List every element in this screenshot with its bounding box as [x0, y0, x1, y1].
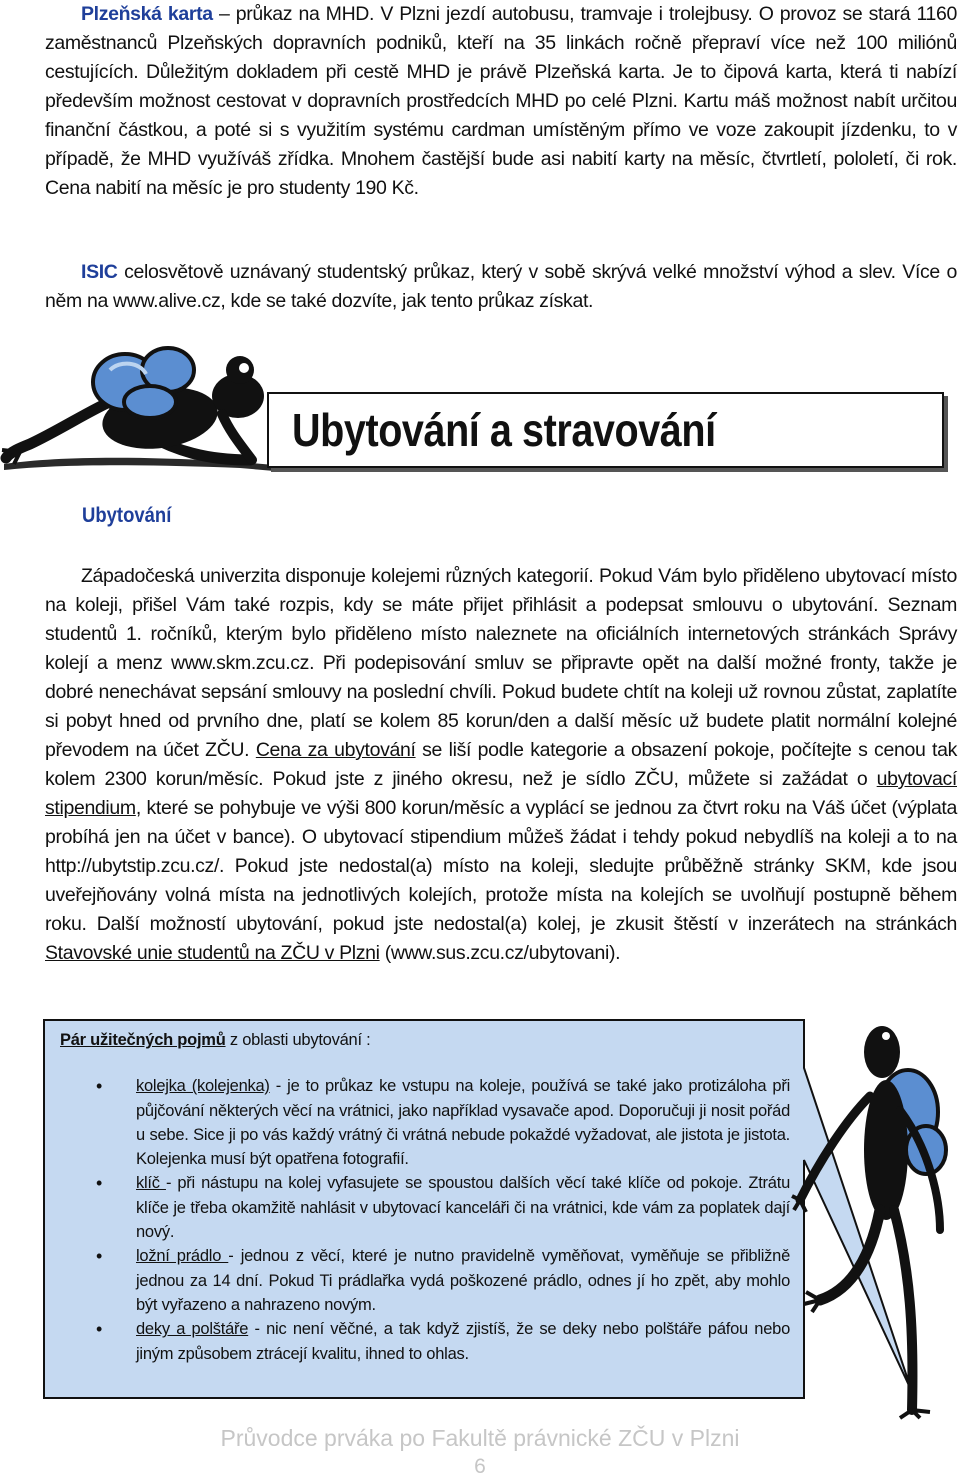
- term-isic: ISIC: [81, 261, 118, 283]
- list-item: [136, 1074, 790, 1171]
- paragraph-text: , které se pohybuje ve výši 800 korun/měsíc a vyplácí se jednou za čtvrt roku na Váš účet (výplata probíhá jen na účet v bance). O ubytovací stipendium můžeš žádat i tehdy pokud nebydlíš na koleji a to na http://ubytstip.zcu.cz/. Pokud jste nedostal(a) místo na koleji, sledujte průběžně stránky SKM, kde jsou uveřejňovány volná místa na jednotlivých kolejích, protože místa na kolejích se uvolňují postupně během roku. Další možností ubytování, pokud jste nedostal(a) kolej, je zkusit štěstí v inzerátech na stránkách: [45, 797, 957, 935]
- frog-illustration: [0, 340, 290, 490]
- paragraph-text: Západočeská univerzita disponuje kolejemi různých kategorií. Pokud Vám bylo přiděleno ubytovací místo na koleji, přišel Vám také rozpis, kdy se máte přijet přihlásit a podepsat smlouvu o ubytování. Seznam studentů 1. ročníků, kterým bylo přiděleno místo naleznete na oficiálních internetových stránkách Správy kolejí a menz www.skm.zcu.cz. Při podepisování smluv se připravte opět na další možné fronty, takže je dobré nenechávat sepsání smlouvy na poslední chvíli. Pokud budete chtít na koleji už rovnou zůstat, zaplatíte si pobyt hned od prvního dne, platí se kolem 85 korun/den a další měsíc už budete platit normální kolejné převodem na účet ZČU.: [45, 565, 957, 761]
- term-plzenska-karta: Plzeňská karta: [81, 3, 213, 25]
- term-description: - jednou z věcí, které je nutno pravidelně vyměňovat, vyměňuje se přibližně jednou za 14 dní. Pokud Ti prádlařka vydá poškozené prádlo, odnes jí ho zpět, aby mohlo být vyřazeno a nahrazeno novým.: [136, 1247, 791, 1314]
- walking-figure-illustration: [790, 1000, 960, 1420]
- callout-heading-rest: z oblasti ubytování :: [225, 1031, 371, 1049]
- term-description: - při nástupu na kolej vyfasujete se spoustou dalších věcí také klíče od pokoje. Ztrátu klíče je třeba okamžitě nahlásit v ubytovací kanceláři či na vrátnici, kde vám za poplatek dají nový.: [136, 1174, 790, 1242]
- callout-heading: [60, 1028, 790, 1052]
- callout-content: [60, 1028, 790, 1366]
- list-item: [136, 1244, 790, 1317]
- callout-heading-bold: Pár užitečných pojmů: [60, 1031, 226, 1049]
- link-ubytovaci-stipendium[interactable]: ubytovací stipendium: [45, 768, 957, 819]
- section-heading: Ubytování: [82, 504, 172, 527]
- term-deky-a-polstare[interactable]: deky a polštáře: [136, 1320, 249, 1339]
- section-banner-title: Ubytování a stravování: [292, 404, 716, 456]
- paragraph-text: se liší podle kategorie a obsazení pokoje, počítejte s cenou tak kolem 2300 korun/měsíc. Pokud jste z jiného okresu, než je sídlo ZČU, můžete si zažádat o: [45, 739, 957, 790]
- term-description: - je to průkaz ke vstupu na koleje, používá se také jako protizáloha při půjčování některých věcí na vrátnici, jako například vysavače apod. Doporučuji ji nosit pořád u sebe. Sice ji po vás každý vrátný či vrátná nebude pokaždé vyžadovat, ale jistota je jistota. Kolejenka musí být opatřena fotografií.: [136, 1077, 790, 1169]
- paragraph-text: – průkaz na MHD. V Plzni jezdí autobusu, tramvaje i trolejbusy. O provoz se stará 1160 zaměstnanců Plzeňských dopravních podniků, kteří na 35 linkách ročně přepraví více než 100 miliónů cestujících. Důležitým dokladem při cestě MHD je právě Plzeňská karta. Je to čipová karta, která ti nabízí především možnost cestovat v dopravních prostředcích MHD po celé Plzni. Kartu máš možnost nabít určitou finanční částkou, a poté si s využitím systému cardman umístěným přímo ve voze zakoupit jízdenku, to v případě, že MHD využíváš zřídka. Mnohem častější bude asi nabití karty na měsíc, čtvrtletí, pololetí, či rok. Cena nabití na měsíc je pro studenty 190 Kč.: [45, 3, 957, 199]
- terms-list: [60, 1074, 790, 1366]
- term-description: - nic není věčné, a tak když zjistíš, že se deky nebo polštáře páfou nebo jiným způsobem ztrácejí kvalitu, ihned to ohlas.: [136, 1320, 791, 1363]
- page-number: 6: [474, 1455, 486, 1478]
- term-kolejenka[interactable]: kolejka (kolejenka): [136, 1077, 270, 1096]
- list-item: [136, 1171, 790, 1244]
- link-cena-za-ubytovani[interactable]: Cena za ubytování: [255, 739, 416, 761]
- paragraph-plzenska-karta: [45, 0, 957, 203]
- term-klic[interactable]: klíč: [136, 1174, 166, 1193]
- paragraph-isic: [45, 258, 957, 316]
- list-item: [136, 1317, 790, 1366]
- footer-title: Průvodce prváka po Fakultě právnické ZČU v Plzni: [220, 1425, 740, 1451]
- term-lozni-pradlo[interactable]: ložní prádlo: [136, 1247, 229, 1266]
- paragraph-text: celosvětově uznávaný studentský průkaz, který v sobě skrývá velké množství výhod a slev. Více o něm na www.alive.cz, kde se také dozvíte, jak tento průkaz získat.: [45, 261, 957, 312]
- link-stavovska-unie[interactable]: Stavovské unie studentů na ZČU v Plzni: [45, 942, 380, 964]
- paragraph-text: (www.sus.zcu.cz/ubytovani).: [379, 942, 621, 964]
- paragraph-ubytovani: [45, 562, 957, 968]
